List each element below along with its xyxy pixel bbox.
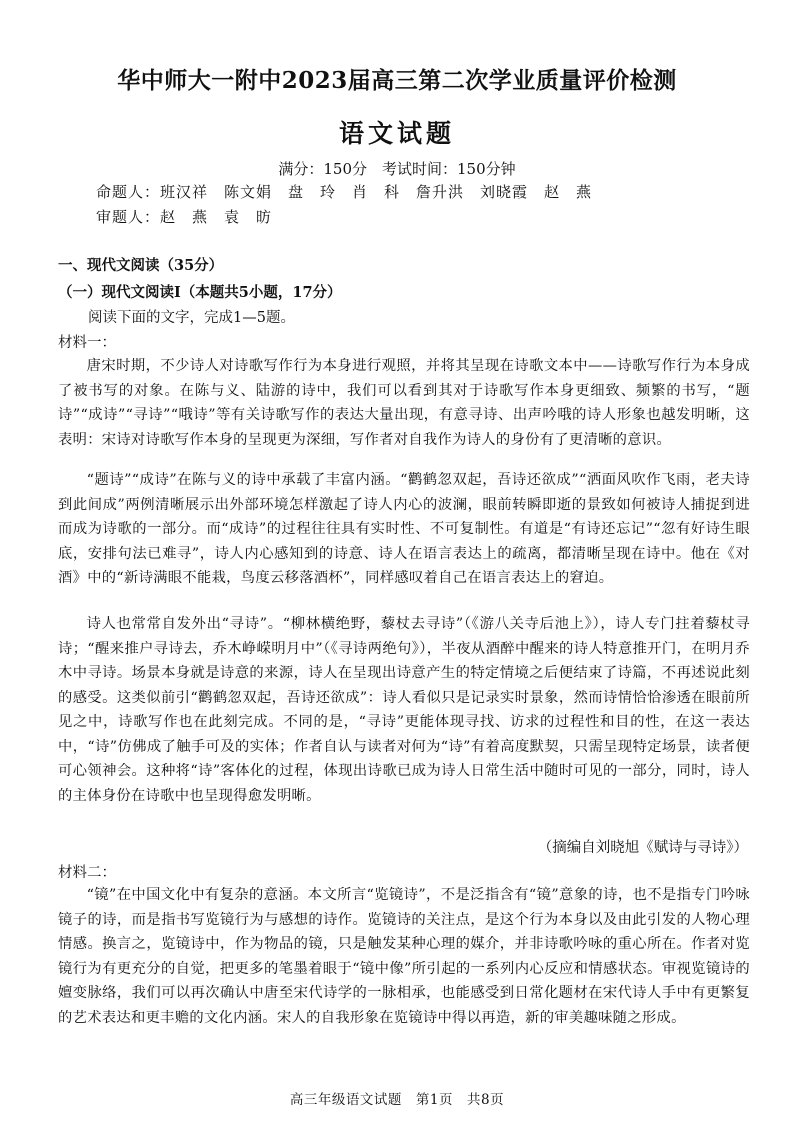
authors-line: 命题人：班汉祥 陈文娟 盘 玲 肖 科 詹升洪 刘晓霞 赵 燕 [96,183,593,201]
exam-subtitle: 语文试题 [338,119,455,148]
material-one-label: 材料一： [58,335,116,351]
score-time-line: 满分：150分 考试时间：150分钟 [278,160,516,178]
material-two-label: 材料二： [58,865,116,881]
part-heading: 一、现代文阅读（35分） [58,257,224,274]
material-one-paragraph: “题诗”“成诗”在陈与义的诗中承载了丰富内涵。“鹳鹤忽双起，吾诗还欲成”“洒面风吹作飞雨，老夫诗到此间成”两例清晰展示出外部环境怎样激起了诗人内心的波澜，眼前转瞬即逝的景致如何被诗人捕捉到进而成为诗歌的一部分。而“成诗”的过程往往具有实时性、不可复制性。有道是“有诗还忘记”“忽有好诗生眼底，安排句法已难寻”，诗人内心感知到的诗意、诗人在语言表达上的疏离，都清晰呈现在诗中。他在《对酒》中的“新诗满眼不能栽，鸟度云移落酒杯”，同样感叹着自己在语言表达上的窘迫。 [58,472,750,586]
source-citation: （摘编自刘晓旭《赋诗与寻诗》） [537,840,748,856]
material-two-paragraph: “镜”在中国文化中有复杂的意涵。本文所言“览镜诗”，不是泛指含有“镜”意象的诗，也不是指专门吟咏镜子的诗，而是指书写览镜行为与感想的诗作。览镜诗的关注点，是这个行为本身以及由此引发的人物心理情感。换言之，览镜诗中，作为物品的镜，只是触发某种心理的媒介，并非诗歌吟咏的重心所在。作者对览镜行为有更充分的自觉，把更多的笔墨着眼于“镜中像”所引起的一系列内心反应和情感状态。审视览镜诗的嬗变脉络，我们可以再次确认中唐至宋代诗学的一脉相承，也能感受到日常化题材在宋代诗人手中有更繁复的艺术表达和更丰赡的文化内涵。宋人的自我形象在览镜诗中得以再造，新的审美趣味随之形成。 [58,887,750,1026]
material-one-paragraph: 唐宋时期，不少诗人对诗歌写作行为本身进行观照，并将其呈现在诗歌文本中——诗歌写作行为本身成了被书写的对象。在陈与义、陆游的诗中，我们可以看到其对于诗歌写作本身更细致、频繁的书写，“题诗”“成诗”“寻诗”“哦诗”等有关诗歌写作的表达大量出现，有意寻诗、出声吟哦的诗人形象也越发明晰，这表明：宋诗对诗歌写作本身的呈现更为深细，写作者对自我作为诗人的身份有了更清晰的意识。 [58,358,750,448]
subpart-heading: （一）现代文阅读Ⅰ（本题共5小题，17分） [58,284,342,301]
material-one-paragraph: 诗人也常常自发外出“寻诗”。“柳林横绝野，藜杖去寻诗”（《游八关寺后池上》），诗人专门拄着藜杖寻诗；“醒来推户寻诗去，乔木峥嵘明月中”（《寻诗两绝句》），半夜从酒醉中醒来的诗人特意推开门，在明月乔木中寻诗。场景本身就是诗意的来源，诗人在呈现出诗意产生的特定情境之后便结束了诗篇，不再述说此刻的感受。这类似前引“鹳鹤忽双起，吾诗还欲成”：诗人看似只是记录实时景象，然而诗情恰恰渗透在眼前所见之中，诗歌写作也在此刻完成。不同的是，“寻诗”更能体现寻找、访求的过程性和目的性，在这一表达中，“诗”仿佛成了触手可及的实体；作者自认与读者对何为“诗”有着高度默契，只需呈现特定场景，读者便可心领神会。这种将“诗”客体化的过程，体现出诗歌已成为诗人日常生活中随时可见的一部分，同时，诗人的主体身份在诗歌中也呈现得愈发明晰。 [58,616,750,804]
page-footer: 高三年级语文试题 第1页 共8页 [289,1092,505,1108]
exam-title: 华中师大一附中2023届高三第二次学业质量评价检测 [117,67,677,94]
instruction-text: 阅读下面的文字，完成1—5题。 [88,310,295,326]
reviewers-line: 审题人：赵 燕 袁 昉 [96,208,273,226]
